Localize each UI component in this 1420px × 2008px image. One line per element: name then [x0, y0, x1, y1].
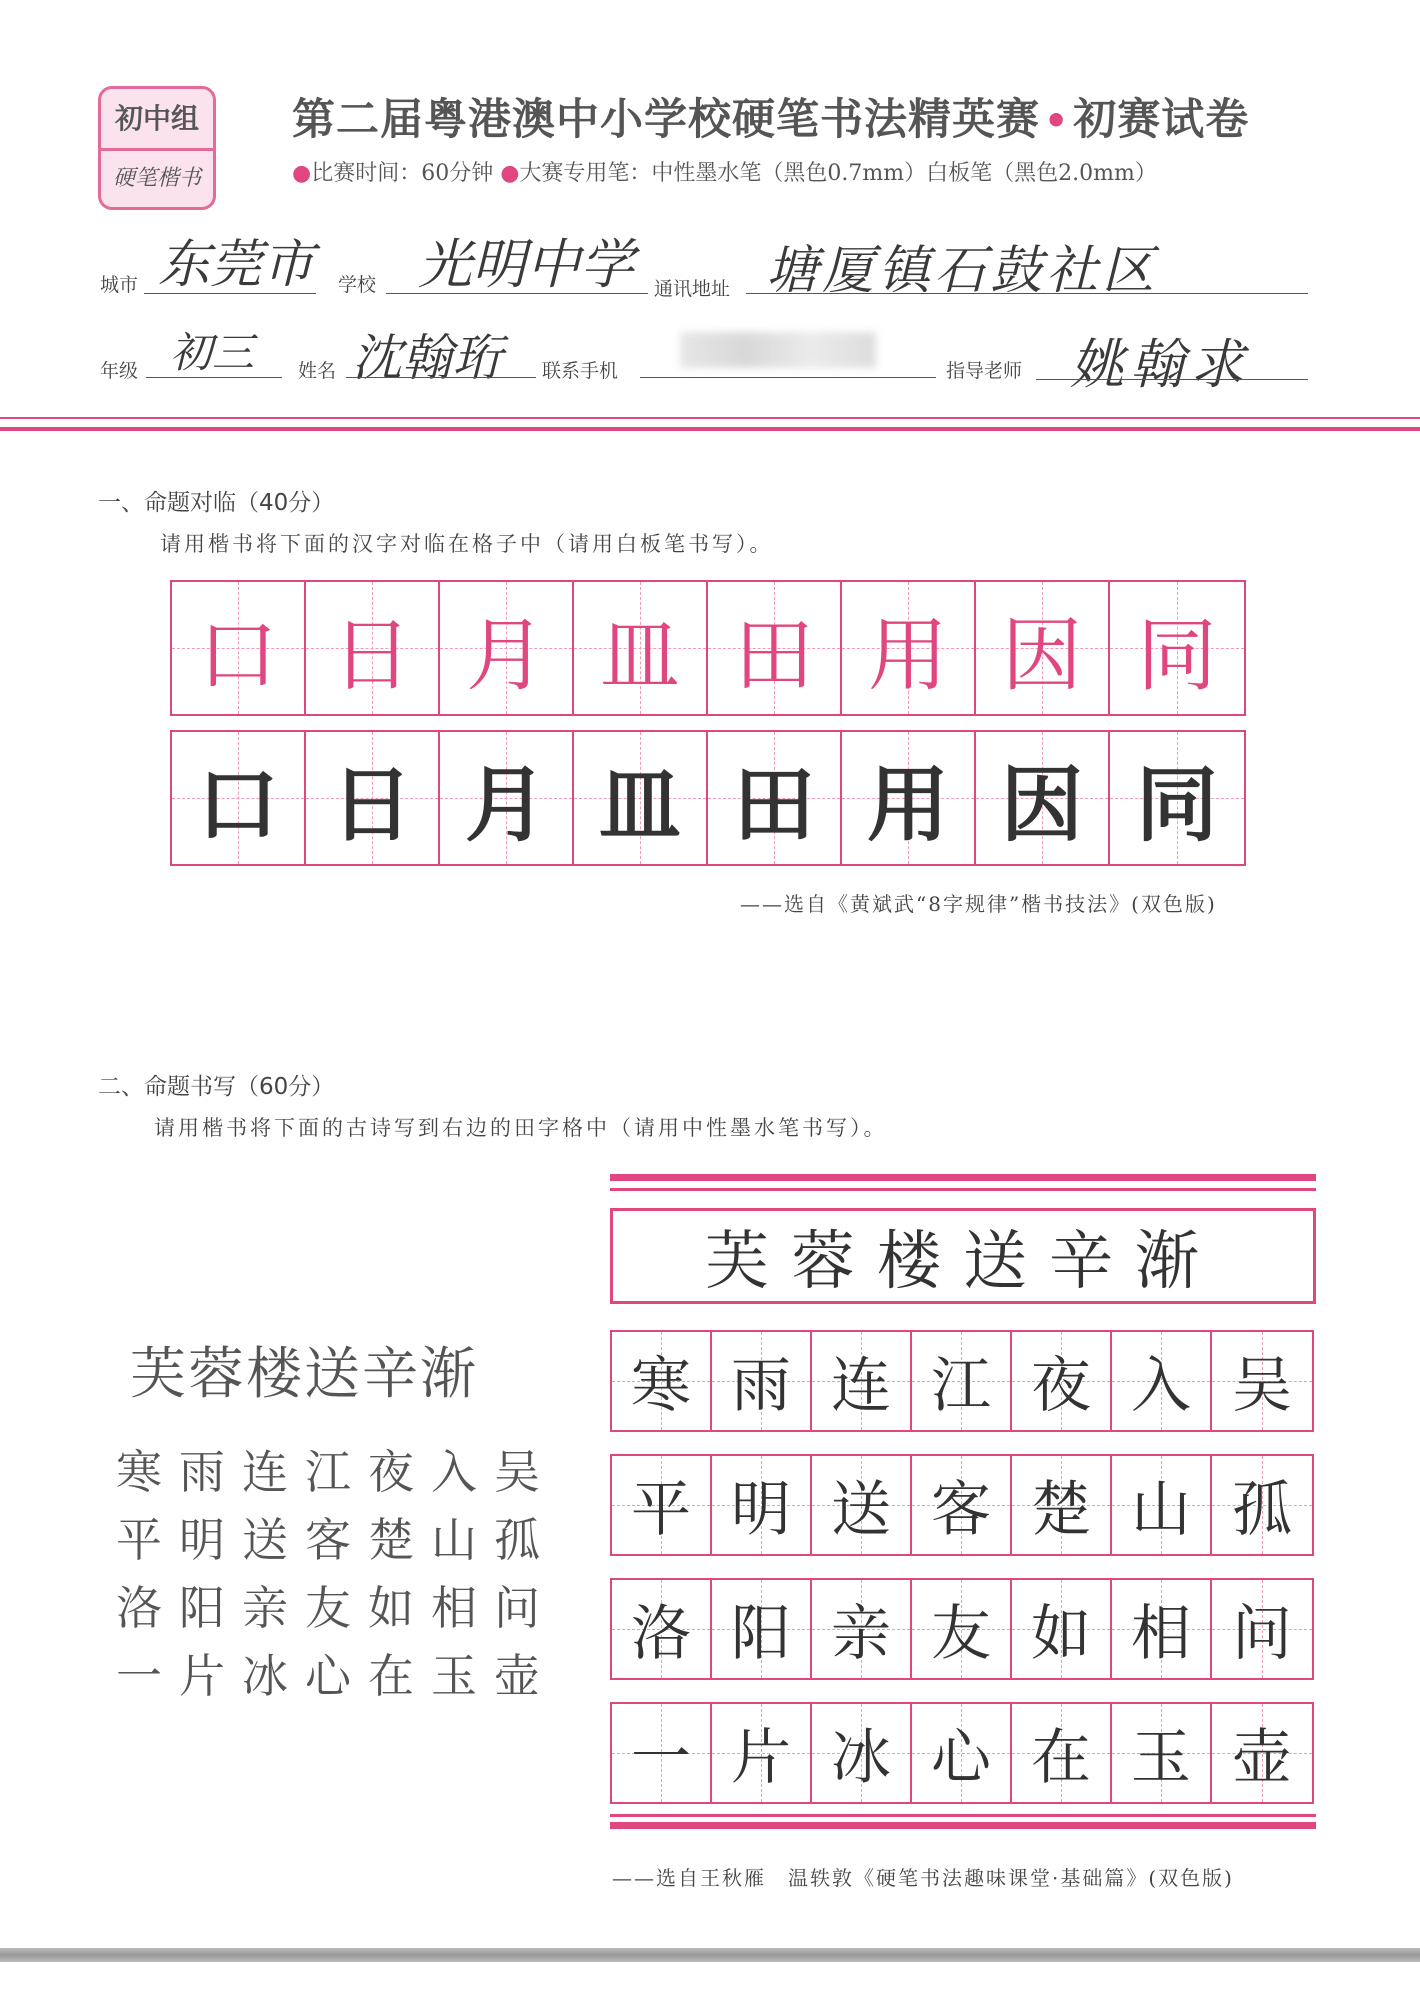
phone-underline [640, 376, 936, 378]
phone-redacted [680, 332, 876, 368]
school-label: 学校 [338, 274, 377, 296]
poem-char: 楚 [1031, 1475, 1091, 1545]
poem-cell[interactable] [612, 1332, 712, 1430]
poem-char: 客 [931, 1475, 991, 1545]
written-title-box[interactable] [610, 1208, 1316, 1304]
title-suffix: 初赛试卷 [1073, 95, 1250, 145]
model-char: 田 [734, 608, 814, 702]
poem-char: 问 [1232, 1599, 1292, 1669]
poem-char: 如 [1031, 1599, 1091, 1669]
section1-heading: 一、命题对临（40分） [98, 490, 335, 516]
name-value[interactable]: 沈翰珩 [352, 329, 502, 387]
poem-char: 在 [1031, 1723, 1091, 1793]
model-char: 同 [1137, 608, 1217, 702]
section2-instruction: 请用楷书将下面的古诗写到右边的田字格中（请用中性墨水笔书写）。 [154, 1116, 888, 1140]
poem-cell[interactable] [1212, 1704, 1312, 1802]
contest-rules [292, 156, 1157, 187]
poem-char: 相 [1131, 1599, 1191, 1669]
page-bottom-edge [0, 1948, 1420, 1962]
poem-cell[interactable] [712, 1580, 812, 1678]
teacher-value[interactable]: 姚翰求 [1070, 333, 1250, 396]
poem-cell[interactable] [712, 1704, 812, 1802]
poem-cell[interactable] [612, 1456, 712, 1554]
poem-char: 冰 [831, 1723, 891, 1793]
name-label: 姓名 [298, 360, 337, 382]
address-underline [746, 292, 1308, 294]
badge-group: 初中组 [101, 89, 213, 151]
school-underline [386, 292, 648, 294]
poem-cell[interactable] [1112, 1704, 1212, 1802]
poem-char: 壶 [1232, 1723, 1292, 1793]
section1-instruction: 请用楷书将下面的汉字对临在格子中（请用白板笔书写）。 [160, 532, 774, 556]
copy-cell[interactable] [1110, 732, 1244, 864]
name-underline [346, 376, 536, 378]
written-char: 同 [1135, 757, 1218, 853]
poem-cell[interactable] [912, 1704, 1012, 1802]
section1-credit: ——选自《黄斌武“8字规律”楷书技法》(双色版) [740, 892, 1217, 916]
contest-pen: 大赛专用笔：中性墨水笔（黑色0.7mm）白板笔（黑色2.0mm） [519, 161, 1157, 186]
model-cell [172, 582, 306, 714]
poem-cell[interactable] [812, 1580, 912, 1678]
section2-credit: ——选自王秋雁 温轶敦《硬笔书法趣味课堂·基础篇》(双色版) [612, 1866, 1234, 1890]
copy-cell[interactable] [440, 732, 574, 864]
title-dot: • [1044, 99, 1070, 143]
poem-char: 夜 [1031, 1351, 1091, 1421]
poem-char: 片 [731, 1723, 791, 1793]
poem-cell[interactable] [812, 1704, 912, 1802]
model-grid [170, 580, 1246, 716]
poem-grid-row-4[interactable] [610, 1702, 1314, 1804]
grid-top-bar [610, 1174, 1316, 1181]
header-divider-thin [0, 417, 1420, 419]
poem-char: 雨 [731, 1351, 791, 1421]
poem-line: 洛阳亲友如相问 [116, 1581, 557, 1635]
poem-cell[interactable] [912, 1580, 1012, 1678]
copy-grid[interactable] [170, 730, 1246, 866]
city-label: 城市 [100, 274, 139, 296]
poem-char: 阳 [731, 1599, 791, 1669]
model-char: 用 [868, 608, 948, 702]
poem-char: 江 [931, 1351, 991, 1421]
copy-cell[interactable] [306, 732, 440, 864]
model-char: 口 [198, 608, 278, 702]
header-divider-thick [0, 427, 1420, 431]
poem-char: 平 [631, 1475, 691, 1545]
title-main: 第二届粤港澳中小学校硬笔书法精英赛 [292, 95, 1040, 145]
written-char: 田 [732, 757, 815, 853]
poem-cell[interactable] [1012, 1332, 1112, 1430]
copy-cell[interactable] [708, 732, 842, 864]
poem-cell[interactable] [712, 1332, 812, 1430]
poem-char: 寒 [631, 1351, 691, 1421]
model-char: 皿 [600, 608, 680, 702]
model-char: 月 [466, 608, 546, 702]
teacher-label: 指导老师 [946, 360, 1023, 382]
model-char: 因 [1002, 608, 1082, 702]
poem-cell[interactable] [812, 1456, 912, 1554]
school-value[interactable]: 光明中学 [418, 233, 634, 296]
poem-char: 一 [631, 1723, 691, 1793]
model-cell [842, 582, 976, 714]
poem-char: 吴 [1232, 1351, 1292, 1421]
poem-cell[interactable] [1212, 1332, 1312, 1430]
written-char: 日 [330, 757, 413, 853]
city-underline [144, 292, 316, 294]
copy-cell[interactable] [172, 732, 306, 864]
address-value[interactable]: 塘厦镇石鼓社区 [766, 241, 1159, 301]
page-title [292, 86, 1322, 147]
poem-grid-row-2[interactable] [610, 1454, 1314, 1556]
poem-line: 寒雨连江夜入吴 [116, 1445, 557, 1499]
group-badge [98, 86, 216, 210]
written-char: 皿 [598, 757, 681, 853]
poem-char: 洛 [631, 1599, 691, 1669]
written-char: 用 [866, 757, 949, 853]
poem-cell[interactable] [712, 1456, 812, 1554]
grade-underline [146, 376, 282, 378]
poem-cell[interactable] [912, 1332, 1012, 1430]
poem-grid-row-3[interactable] [610, 1578, 1314, 1680]
bullet-icon: ● [292, 161, 312, 186]
poem-cell[interactable] [1012, 1456, 1112, 1554]
poem-line: 一片冰心在玉壶 [116, 1649, 557, 1703]
poem-char: 玉 [1131, 1723, 1191, 1793]
poem-cell[interactable] [1112, 1580, 1212, 1678]
poem-char: 明 [731, 1475, 791, 1545]
teacher-underline [1036, 378, 1308, 380]
poem-cell[interactable] [1212, 1456, 1312, 1554]
poem-line: 平明送客楚山孤 [116, 1513, 557, 1567]
written-char: 因 [1000, 757, 1083, 853]
model-cell [708, 582, 842, 714]
grade-value[interactable]: 初三 [170, 328, 255, 377]
poem-title: 芙蓉楼送辛渐 [130, 1342, 478, 1407]
grid-bottom-bar-thin [610, 1814, 1316, 1817]
copy-cell[interactable] [842, 732, 976, 864]
city-value[interactable]: 东莞市 [158, 235, 315, 295]
poem-cell[interactable] [1212, 1580, 1312, 1678]
poem-char: 孤 [1232, 1475, 1292, 1545]
poem-char: 亲 [831, 1599, 891, 1669]
copy-cell[interactable] [976, 732, 1110, 864]
poem-cell[interactable] [612, 1704, 712, 1802]
model-cell [976, 582, 1110, 714]
poem-char: 友 [931, 1599, 991, 1669]
model-cell [574, 582, 708, 714]
poem-cell[interactable] [1012, 1704, 1112, 1802]
written-title: 芙蓉楼送辛渐 [705, 1225, 1221, 1299]
grid-top-bar-thin [610, 1188, 1316, 1191]
address-label: 通讯地址 [654, 278, 731, 300]
badge-category: 硬笔楷书 [112, 166, 201, 191]
contest-time: 比赛时间：60分钟 [311, 161, 494, 186]
poem-grid-row-1[interactable] [610, 1330, 1314, 1432]
model-cell [306, 582, 440, 714]
poem-cell[interactable] [612, 1580, 712, 1678]
phone-label: 联系手机 [542, 360, 619, 382]
grade-label: 年级 [100, 360, 139, 382]
poem-char: 连 [831, 1351, 891, 1421]
poem-char: 入 [1131, 1351, 1191, 1421]
model-cell [1110, 582, 1244, 714]
grid-bottom-bar [610, 1822, 1316, 1829]
poem-cell[interactable] [1012, 1580, 1112, 1678]
poem-char: 山 [1131, 1475, 1191, 1545]
poem-cell[interactable] [812, 1332, 912, 1430]
written-char: 月 [464, 757, 547, 853]
poem-cell[interactable] [1112, 1456, 1212, 1554]
model-cell [440, 582, 574, 714]
bullet-icon: ● [500, 161, 520, 186]
poem-char: 心 [931, 1723, 991, 1793]
poem-cell[interactable] [912, 1456, 1012, 1554]
model-char: 日 [332, 608, 412, 702]
written-char: 口 [196, 757, 279, 853]
section2-heading: 二、命题书写（60分） [98, 1074, 335, 1100]
poem-cell[interactable] [1112, 1332, 1212, 1430]
copy-cell[interactable] [574, 732, 708, 864]
poem-char: 送 [831, 1475, 891, 1545]
